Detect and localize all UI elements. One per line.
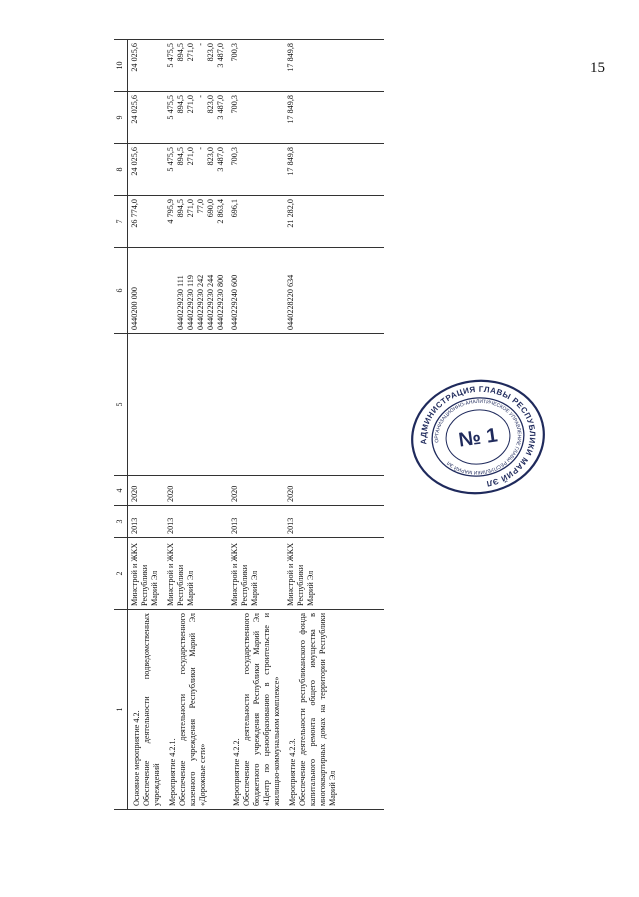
value-cell-8: 17 849,8 (284, 144, 340, 196)
measure-cell (284, 610, 340, 810)
executor-cell: Минстрой и ЖКХ Республики Марий Эл (228, 538, 284, 610)
measure-title: Мероприятие 4.2.3. (288, 738, 297, 806)
empty-cell (228, 334, 284, 476)
col-header: 7 (114, 196, 128, 248)
measure-description: Обеспечение деятельности подведомственных учреждений (142, 613, 161, 806)
value-cell-9: 5 475,5 894,5 271,0 - 823,0 3 487,0 (164, 92, 228, 144)
value-cell-7: 21 282,0 (284, 196, 340, 248)
start-year: 2013 (128, 506, 165, 538)
end-year: 2020 (228, 476, 284, 506)
col-header: 4 (114, 476, 128, 506)
official-stamp (408, 378, 548, 496)
measure-title: Основное мероприятие 4.2. (132, 710, 141, 806)
col-header: 6 (114, 248, 128, 334)
value-cell-7: 696,1 (228, 196, 284, 248)
stamp-outer-text: АДМИНИСТРАЦИЯ ГЛАВЫ РЕСПУБЛИКИ МАРИЙ ЭЛ (419, 384, 537, 489)
empty-cell (128, 334, 165, 476)
column-number-row (114, 40, 128, 810)
empty-cell (284, 334, 340, 476)
measure-title: Мероприятие 4.2.2. (232, 738, 241, 806)
value-cell-10: 700,3 (228, 40, 284, 92)
measure-title: Мероприятие 4.2.1. (168, 738, 177, 806)
value-cell-9: 700,3 (228, 92, 284, 144)
col-header: 10 (114, 40, 128, 92)
executor-cell: Минстрой и ЖКХ Республики Марий Эл (164, 538, 228, 610)
end-year: 2020 (128, 476, 165, 506)
measure-cell (228, 610, 284, 810)
budget-code-cell: 0440228220 634 (284, 248, 340, 334)
measure-description: Обеспечение деятельности государственного казенного учреждения Республики Марий Эл «Дорожные сети» (178, 613, 207, 806)
col-header: 8 (114, 144, 128, 196)
col-header: 3 (114, 506, 128, 538)
end-year: 2020 (284, 476, 340, 506)
stamp-inner-text: ОРГАНИЗАЦИОННО-АНАЛИТИЧЕСКОЕ УПРАВЛЕНИЕ ГЛАВЫ РЕСПУБЛИКИ МАРИЙ ЭЛ (434, 398, 522, 476)
table-row (128, 40, 165, 810)
program-table (114, 39, 384, 810)
budget-code-cell: 0440229230 111 0440229230 119 0440229230 242 0440229230 244 0440229230 800 (164, 248, 228, 334)
value-cell-7: 26 774,0 (128, 196, 165, 248)
measure-description: Обеспечение деятельности государственного бюджетного учреждения Республики Марий Эл «Центр по ценообразованию в строительстве и жилищно-коммунальном комплексе» (242, 613, 281, 806)
col-header: 9 (114, 92, 128, 144)
table-row (164, 40, 228, 810)
budget-code-cell: 0440229240 600 (228, 248, 284, 334)
stamp-number: № 1 (457, 424, 499, 452)
budget-code-cell: 0440200 000 (128, 248, 165, 334)
start-year: 2013 (284, 506, 340, 538)
table-row (228, 40, 284, 810)
table-bottom-filler (340, 40, 384, 810)
value-cell-9: 17 849,8 (284, 92, 340, 144)
executor-cell: Минстрой и ЖКХ Республики Марий Эл (128, 538, 165, 610)
col-header: 1 (114, 610, 128, 810)
executor-cell: Минстрой и ЖКХ Республики Марий Эл (284, 538, 340, 610)
table-row (284, 40, 340, 810)
value-cell-9: 24 025,6 (128, 92, 165, 144)
measure-description: Обеспечение деятельности республиканского фонда капитального ремонта общего имущества в многоквартирных домах на территории Республики Марий Эл (298, 613, 337, 806)
value-cell-10: 17 849,8 (284, 40, 340, 92)
empty-cell (164, 334, 228, 476)
start-year: 2013 (228, 506, 284, 538)
value-cell-8: 24 025,6 (128, 144, 165, 196)
value-cell-7: 4 795,9 894,5 271,0 77,0 690,0 2 863,4 (164, 196, 228, 248)
measure-cell (164, 610, 228, 810)
value-cell-8: 5 475,5 894,5 271,0 - 823,0 3 487,0 (164, 144, 228, 196)
value-cell-8: 700,3 (228, 144, 284, 196)
measure-cell (128, 610, 165, 810)
col-header: 2 (114, 538, 128, 610)
end-year: 2020 (164, 476, 228, 506)
value-cell-10: 5 475,5 894,5 271,0 - 823,0 3 487,0 (164, 40, 228, 92)
page-number: 15 (590, 60, 605, 76)
value-cell-10: 24 025,6 (128, 40, 165, 92)
start-year: 2013 (164, 506, 228, 538)
col-header: 5 (114, 334, 128, 476)
